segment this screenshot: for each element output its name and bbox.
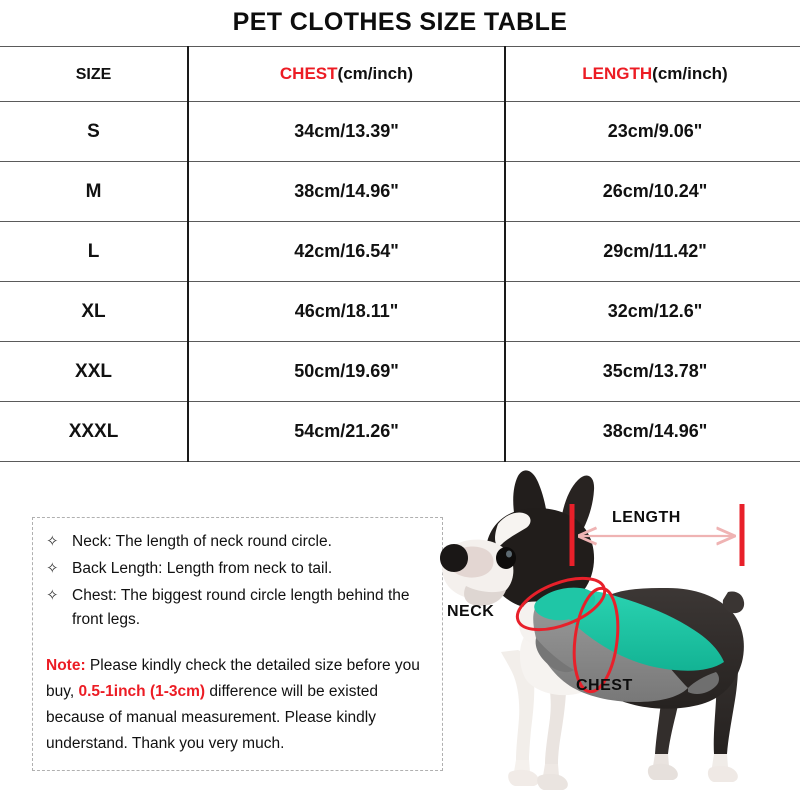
column-header-size-label: SIZE xyxy=(75,66,112,83)
cell-length: 35cm/13.78" xyxy=(505,342,800,402)
list-item-label: Chest: The biggest round circle length behind the front legs. xyxy=(72,587,410,628)
cell-size: XL xyxy=(0,282,188,342)
table-row xyxy=(0,222,800,282)
cell-length: 26cm/10.24" xyxy=(505,162,800,222)
cell-size: M xyxy=(0,162,188,222)
cell-length: 32cm/12.6" xyxy=(505,282,800,342)
table-row xyxy=(0,282,800,342)
note-label: Note: xyxy=(46,657,86,674)
list-item xyxy=(46,557,436,581)
column-header-length-accent: LENGTH xyxy=(582,64,653,83)
column-header-chest-unit: (cm/inch) xyxy=(337,64,414,83)
size-table xyxy=(0,46,800,462)
cell-chest: 50cm/19.69" xyxy=(188,342,505,402)
diamond-star-icon: ✧ xyxy=(46,560,59,577)
cell-chest: 34cm/13.39" xyxy=(188,102,505,162)
table-body xyxy=(0,102,800,462)
table-row xyxy=(0,162,800,222)
column-header-length-unit: (cm/inch) xyxy=(652,64,728,83)
cell-chest: 46cm/18.11" xyxy=(188,282,505,342)
cell-size: XXXL xyxy=(0,402,188,462)
diamond-star-icon: ✧ xyxy=(46,587,59,604)
cell-length: 38cm/14.96" xyxy=(505,402,800,462)
note-text-after: difference will be existed because of manual measurement. Please kindly understand. Thank you very much. xyxy=(46,683,378,752)
chest-annotation-label: CHEST xyxy=(576,677,633,694)
cell-size: XXL xyxy=(0,342,188,402)
column-header-size xyxy=(0,47,188,102)
cell-size: S xyxy=(0,102,188,162)
list-item xyxy=(46,530,436,554)
table-row xyxy=(0,342,800,402)
table-header xyxy=(0,47,800,102)
cell-chest: 54cm/21.26" xyxy=(188,402,505,462)
column-header-chest xyxy=(188,47,505,102)
list-item-label: Back Length: Length from neck to tail. xyxy=(72,560,333,577)
page-title: PET CLOTHES SIZE TABLE xyxy=(232,8,568,36)
diamond-star-icon: ✧ xyxy=(46,533,59,550)
cell-chest: 38cm/14.96" xyxy=(188,162,505,222)
table-row xyxy=(0,402,800,462)
note-tolerance-highlight: 0.5-1inch (1-3cm) xyxy=(78,683,206,700)
list-item-label: Neck: The length of neck round circle. xyxy=(72,533,332,550)
neck-annotation-label: NECK xyxy=(447,603,495,620)
cell-chest: 42cm/16.54" xyxy=(188,222,505,282)
cell-length: 29cm/11.42" xyxy=(505,222,800,282)
cell-size: L xyxy=(0,222,188,282)
measurement-definition-list xyxy=(46,530,436,635)
table-row xyxy=(0,102,800,162)
table-header-row xyxy=(0,47,800,102)
length-annotation-label: LENGTH xyxy=(612,509,681,526)
column-header-chest-accent: CHEST xyxy=(279,64,338,83)
note-text-before: Please kindly check the detailed size before you buy, xyxy=(46,657,420,700)
cell-length: 23cm/9.06" xyxy=(505,102,800,162)
note-paragraph xyxy=(46,653,432,757)
list-item xyxy=(46,584,436,632)
column-header-length xyxy=(505,47,800,102)
